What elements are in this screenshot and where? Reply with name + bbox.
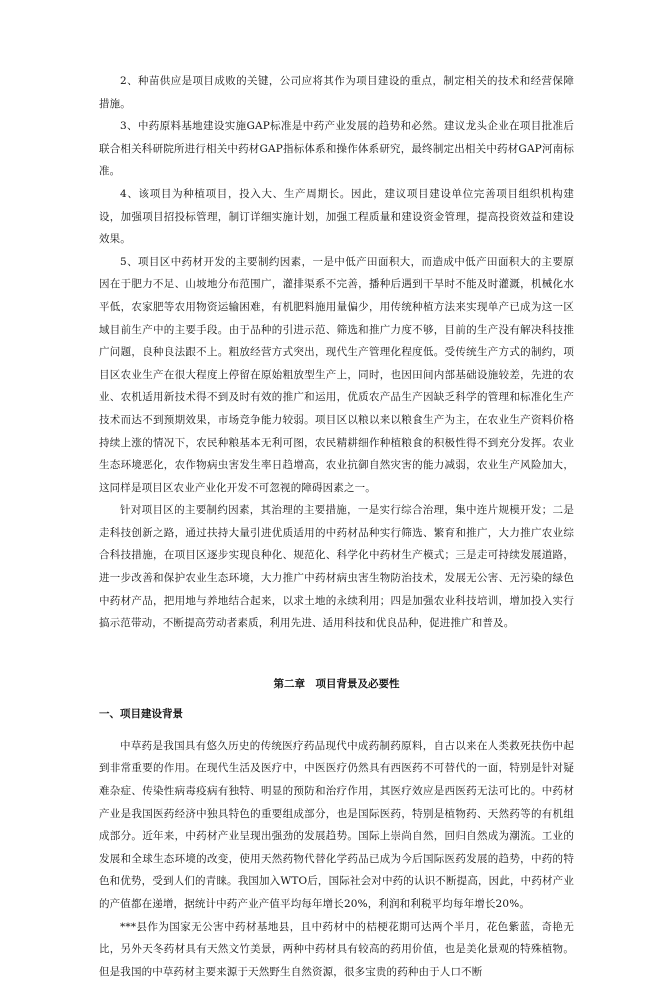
paragraph-measures: 针对项目区的主要制约因素，其治理的主要措施，一是实行综合治理，集中连片规模开发；二是走科技创新之路，通过扶持大量引进优质适用的中药材品种实行筛选、繁育和推广，大力推广农业综合科技措施，在项目区逐步实现良种化、规范化、科学化中药材生产模式；三是走可持续发展道路，进一步改善和保护农业生态环境，大力推广中药材病虫害生物防治技术，发展无公害、无污染的绿色中药材产品，把用地与养地结合起来，以求土地的永续利用；四是加强农业科技培训，增加投入实行搞示范带动，不断提高劳动者素质，利用先进、适用科技和优良品种，促进推广和普及。 xyxy=(99,504,574,630)
chapter-title: 第二章 项目背景及必要性 xyxy=(273,677,400,690)
document-body xyxy=(99,70,574,983)
paragraph-seedling-supply: 2、种苗供应是项目成败的关键，公司应将其作为项目建设的重点，制定相关的技术和经营保障措施。 xyxy=(99,75,574,110)
paragraph-project-management: 4、该项目为种植项目，投入大、生产周期长。因此，建议项目建设单位完善项目组织机构建设，加强项目招投标管理，制订详细实施计划，加强工程质量和建设资金管理，提高投资效益和建设效果。 xyxy=(99,187,574,246)
paragraph-background: 中草药是我国具有悠久历史的传统医疗药品现代中成药制药原料，自古以来在人类救死扶伤中起到非常重要的作用。在现代生活及医疗中，中医医疗仍然具有西医药不可替代的一面，特别是针对疑难杂症、传染性病毒疫病有独特、明显的预防和治疗作用，其医疗效应是西医药无法可比的。中药材产业是我国医药经济中独具特色的重要组成部分，也是国际医药，特别是植物药、天然药等的有机组成部分。近年来，中药材产业呈现出强劲的发展趋势。国际上崇尚自然，回归自然成为潮流。工业的发展和全球生态环境的改变，使用天然药物代替化学药品已成为今后国际医药发展的趋势，中药的特色和优势，受到人们的青睐。我国加入WTO后，国际社会对中药的认识不断提高，因此，中药材产业的产值都在递增，据统计中药产业产值平均每年增长20%，利润和利税平均每年增长20%。 xyxy=(99,739,574,910)
section-title: 一、项目建设背景 xyxy=(99,707,183,720)
paragraph-constraints: 5、项目区中药材开发的主要制约因素，一是中低产田面积大，而造成中低产田面积大的主要原因在于肥力不足、山坡地分布范围广，灌排渠系不完善，播种后遇到干旱时不能及时灌溉，机械化水平低，农家肥等农用物资运输困难，有机肥料施用量偏少，用传统种植方法来实现单产已成为这一区域目前生产中的主要手段。由于品种的引进示范、筛选和推广力度不够，目前的生产没有解决科技推广问题，良种良法跟不上。粗放经营方式突出，现代生产管理化程度低。受传统生产方式的制约，项目区农业生产在很大程度上停留在原始粗放型生产上，同时，也因田间内部基础设施较差，先进的农业、农机适用新技术得不到及时有效的推广和运用，优质农产品生产因缺乏科学的管理和标准化生产技术而达不到预期效果，市场竞争能力较弱。项目区以粮以来以粮食生产为主，在农业生产资料价格持续上涨的情况下，农民种粮基本无利可图，农民精耕细作种植粮食的积极性得不到充分发挥。农业生态环境恶化，农作物病虫害发生率日趋增高，农业抗御自然灾害的能力减弱，农业生产风险加大，这同样是项目区农业产业化开发不可忽视的障碍因素之一。 xyxy=(99,255,574,494)
paragraph-county-base: ***县作为国家无公害中药材基地县，且中药材中的桔梗花期可达两个半月，花色紫蓝，奇艳无比，另外天冬药材具有天然文竹美景，两种中药材具有较高的药用价值，也是美化景观的特殊植物。但是我国的中草药材主要来源于天然野生自然资源，很多宝贵的药种由于人口不断 xyxy=(99,920,574,978)
paragraph-gap-standard: 3、中药原料基地建设实施GAP标准是中药产业发展的趋势和必然。建议龙头企业在项目批准后联合相关科研院所进行相关中药材GAP指标体系和操作体系研究，最终制定出相关中药材GAP河南标准。 xyxy=(99,120,574,178)
